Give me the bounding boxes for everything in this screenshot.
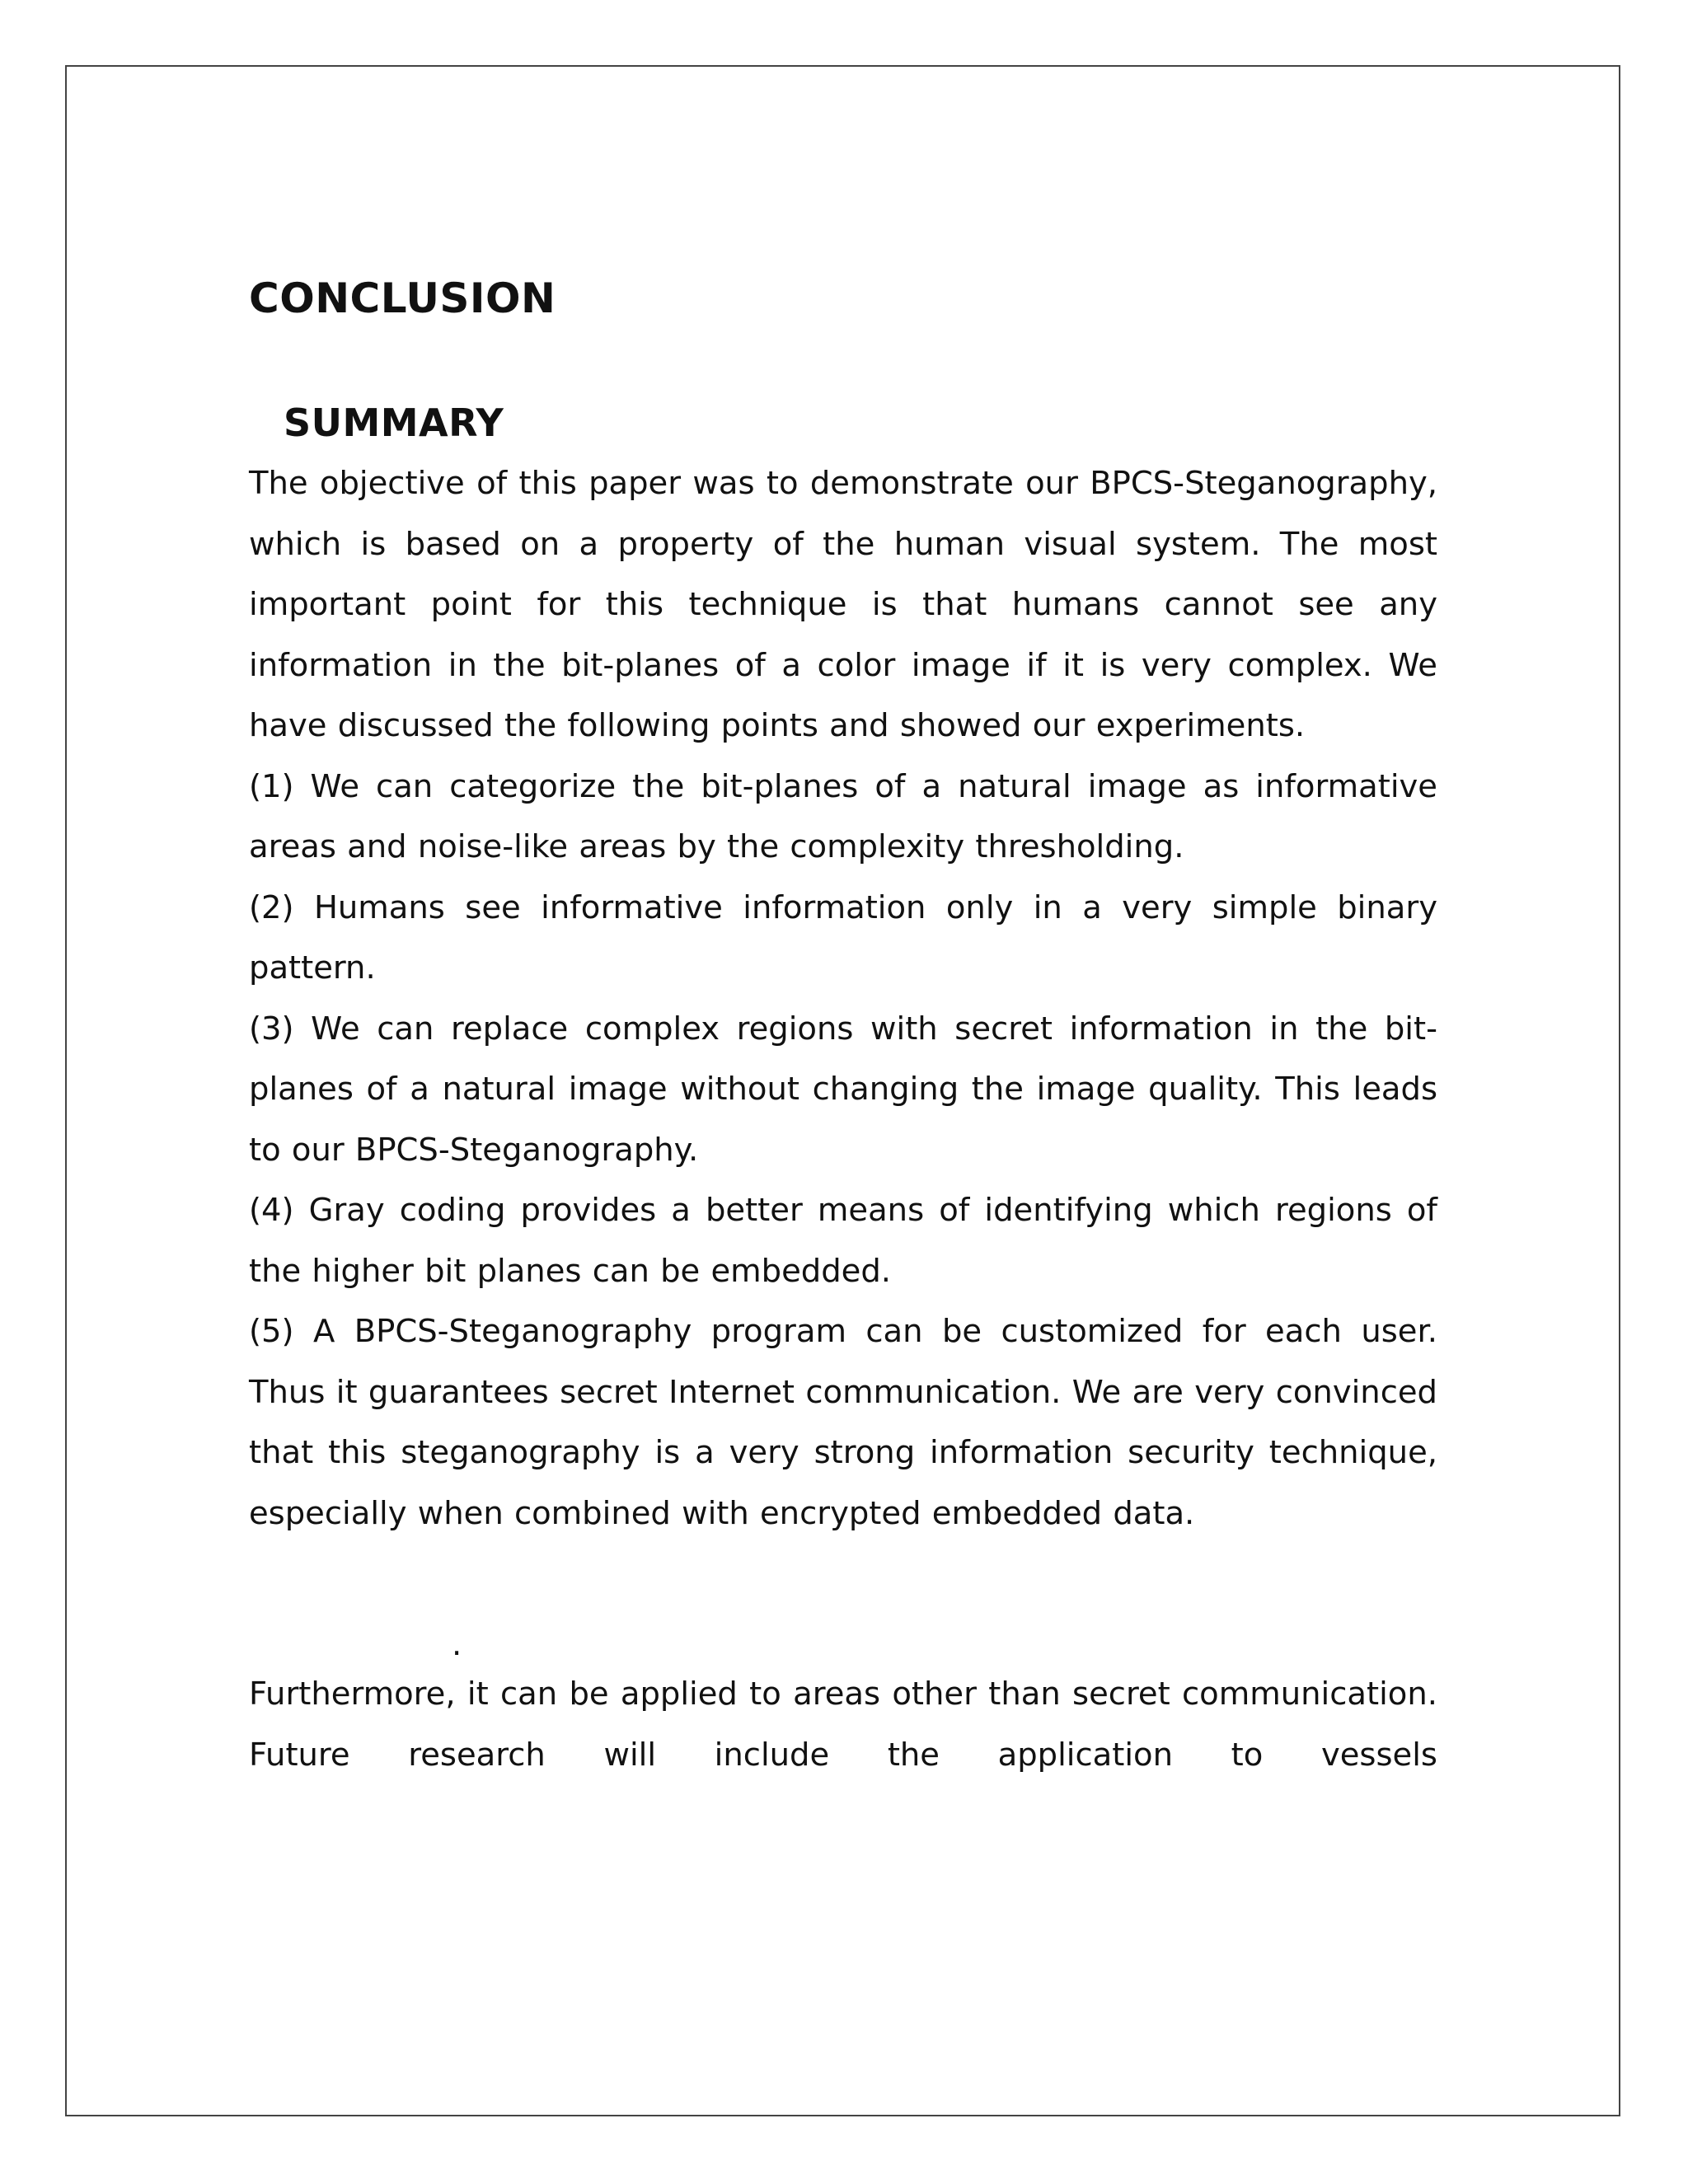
paragraph-intro: The objective of this paper was to demonstrate our BPCS-Steganography, which is based on a property of the human visual system. The most important point for this technique is that humans cannot see any information in the bit-planes of a color image if it is very complex. We have discussed the following points and showed our experiments.	[249, 465, 1437, 744]
page-title: CONCLUSION	[249, 274, 556, 322]
paragraph-point-4: (4) Gray coding provides a better means of identifying which regions of the higher bit planes can be embedded.	[249, 1192, 1437, 1290]
paragraph-point-1: (1) We can categorize the bit-planes of a natural image as informative areas and noise-like areas by the complexity thresholding.	[249, 767, 1437, 865]
document-body	[249, 264, 1437, 1785]
paragraph-furthermore: Furthermore, it can be applied to areas other than secret communication. Future research will include the application to vessels	[249, 1675, 1437, 1774]
section-heading-summary: SUMMARY	[284, 401, 504, 445]
stray-period: .	[452, 1626, 462, 1663]
paragraph-point-3: (3) We can replace complex regions with secret information in the bit-planes of a natural image without changing the image quality. This leads to our BPCS-Steganography.	[249, 1010, 1437, 1169]
paragraph-point-2: (2) Humans see informative information only in a very simple binary pattern.	[249, 888, 1437, 987]
paragraph-point-5: (5) A BPCS-Steganography program can be customized for each user. Thus it guarantees secret Internet communication. We are very convinced that this steganography is a very strong information security technique, especially when combined with encrypted embedded data.	[249, 1313, 1437, 1532]
